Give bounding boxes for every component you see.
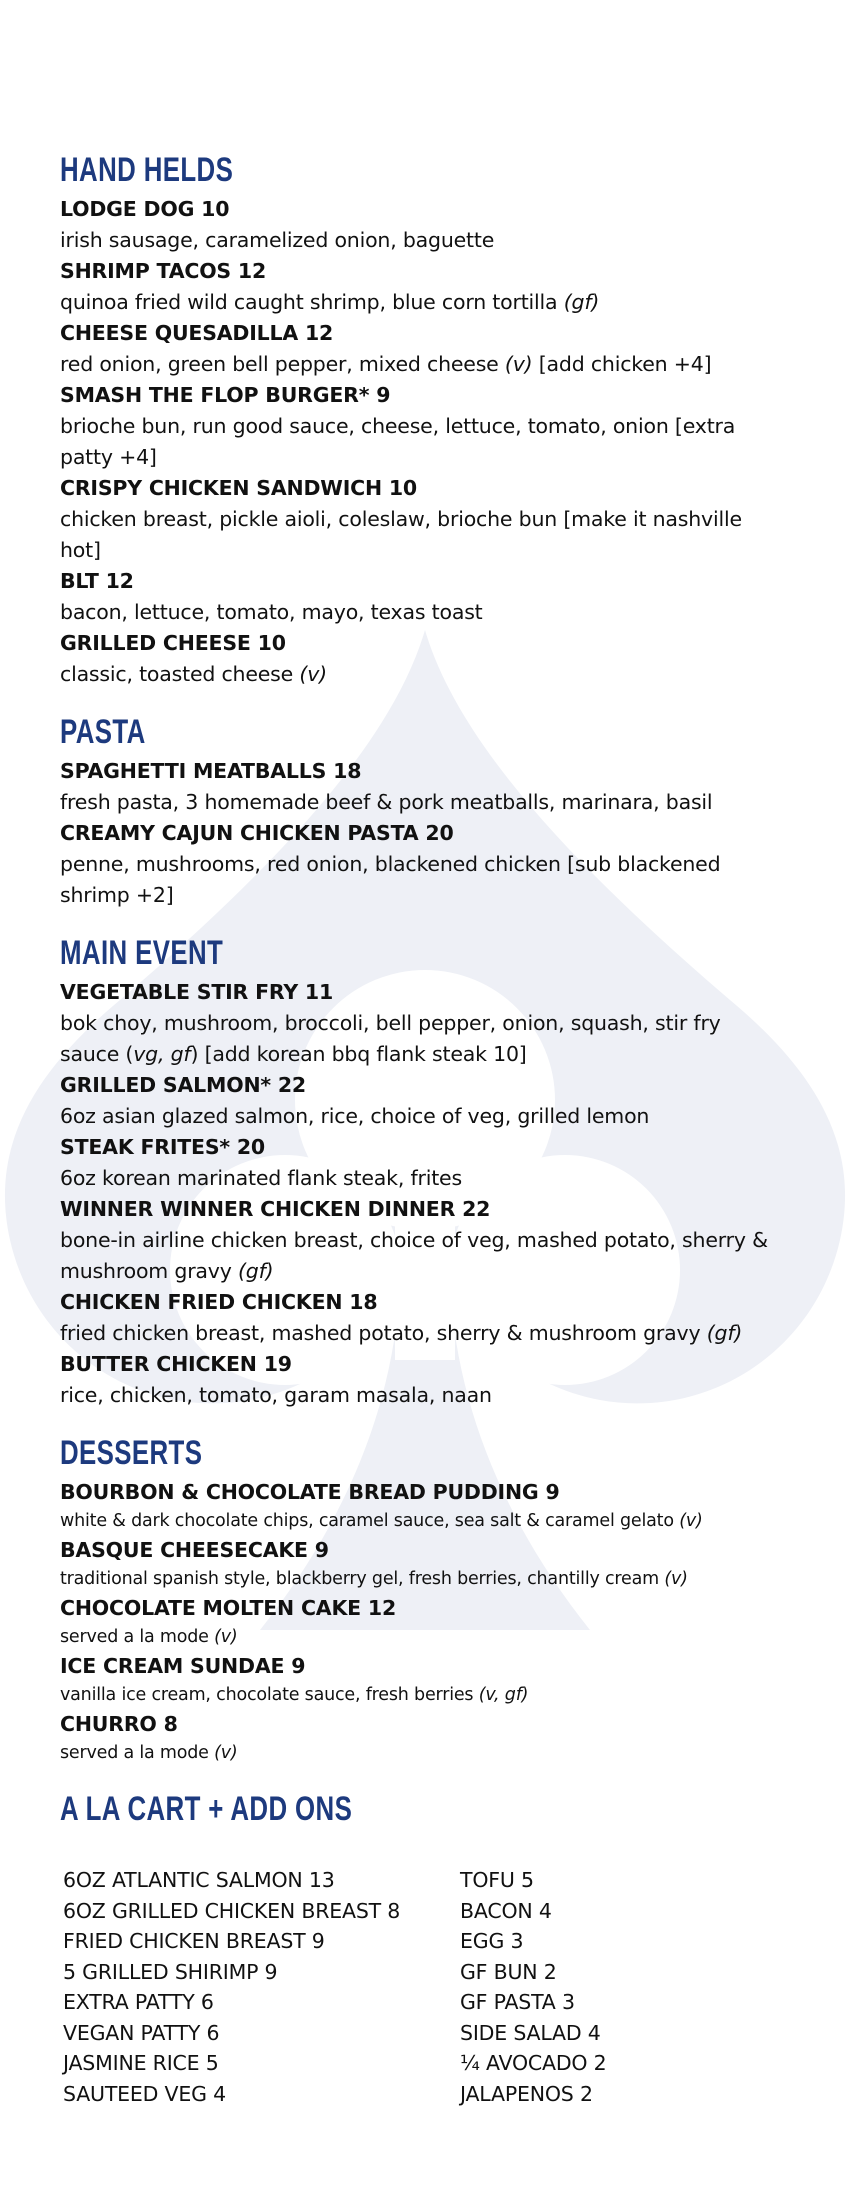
menu-item xyxy=(60,977,780,1070)
section-title: A LA CART + ADD ONS xyxy=(60,1790,353,1828)
section-hand-helds xyxy=(60,150,780,690)
item-description xyxy=(60,1101,780,1132)
diet-note: (gf) xyxy=(237,1259,274,1283)
menu-item xyxy=(60,1132,780,1194)
desc-text: fresh pasta, 3 homemade beef & pork meatballs, marinara, basil xyxy=(60,790,713,814)
item-name: GRILLED CHEESE 10 xyxy=(60,631,286,655)
addon-item: VEGAN PATTY 6 xyxy=(63,2020,220,2045)
section-title: HAND HELDS xyxy=(60,151,234,189)
item-name: GRILLED SALMON* 22 xyxy=(60,1073,306,1097)
section-title: PASTA xyxy=(60,713,146,751)
addon-item: JASMINE RICE 5 xyxy=(63,2051,219,2075)
addon-item: SIDE SALAD 4 xyxy=(460,2020,601,2045)
menu-item xyxy=(60,1349,780,1411)
item-description xyxy=(60,411,780,473)
section-title: MAIN EVENT xyxy=(60,934,224,972)
menu-content xyxy=(60,150,780,2131)
item-name: BLT 12 xyxy=(60,569,134,593)
menu-item xyxy=(60,566,780,628)
item-description xyxy=(60,597,780,628)
addon-item: SAUTEED VEG 4 xyxy=(63,2081,226,2106)
addon-item: FRIED CHICKEN BREAST 9 xyxy=(63,1929,325,1953)
menu-item xyxy=(60,318,780,380)
item-description xyxy=(60,1682,780,1709)
section-pasta xyxy=(60,712,780,911)
diet-note: (v) xyxy=(214,1627,238,1647)
desc-text: red onion, green bell pepper, mixed cheese xyxy=(60,352,505,376)
item-name: CHEESE QUESADILLA 12 xyxy=(60,321,334,345)
item-name: SHRIMP TACOS 12 xyxy=(60,259,267,283)
diet-note: (v) xyxy=(664,1569,688,1589)
desc-text: brioche bun, run good sauce, cheese, lettuce, tomato, onion [extra patty +4] xyxy=(60,414,736,469)
addon-item: ¼ AVOCADO 2 xyxy=(460,2051,607,2075)
addons-column-right xyxy=(460,1865,760,2109)
menu-item xyxy=(60,818,780,911)
section-a-la-cart xyxy=(60,1789,780,2109)
diet-note: (v) xyxy=(214,1743,238,1763)
section-title: DESSERTS xyxy=(60,1434,203,1472)
item-name: LODGE DOG 10 xyxy=(60,197,230,221)
desc-text: bacon, lettuce, tomato, mayo, texas toast xyxy=(60,600,483,624)
desc-text: irish sausage, caramelized onion, baguette xyxy=(60,228,495,252)
item-description xyxy=(60,1008,780,1070)
addon-item: 6OZ ATLANTIC SALMON 13 xyxy=(63,1868,335,1892)
item-name: STEAK FRITES* 20 xyxy=(60,1135,265,1159)
diet-note: (v) xyxy=(299,662,327,686)
menu-item xyxy=(60,256,780,318)
item-description xyxy=(60,1380,780,1411)
addon-item: GF BUN 2 xyxy=(460,1959,557,1984)
desc-text: chicken breast, pickle aioli, coleslaw, brioche bun [make it nashville hot] xyxy=(60,507,742,562)
menu-item xyxy=(60,1194,780,1287)
item-description xyxy=(60,1163,780,1194)
section-desserts xyxy=(60,1433,780,1767)
diet-note: (v, gf) xyxy=(478,1685,529,1705)
item-name: CHOCOLATE MOLTEN CAKE 12 xyxy=(60,1596,397,1620)
desc-text: bone-in airline chicken breast, choice of veg, mashed potato, sherry & mushroom gravy xyxy=(60,1228,768,1283)
diet-note: (gf) xyxy=(563,290,600,314)
addon-item: 5 GRILLED SHIRIMP 9 xyxy=(63,1959,278,1984)
menu-item xyxy=(60,380,780,473)
diet-note: (gf) xyxy=(706,1321,743,1345)
item-name: BOURBON & CHOCOLATE BREAD PUDDING 9 xyxy=(60,1480,560,1504)
addon-item: TOFU 5 xyxy=(460,1868,534,1892)
desc-text: vanilla ice cream, chocolate sauce, fresh berries xyxy=(60,1685,479,1705)
menu-item xyxy=(60,1477,780,1535)
menu-item xyxy=(60,194,780,256)
menu-item xyxy=(60,473,780,566)
item-name: SPAGHETTI MEATBALLS 18 xyxy=(60,759,362,783)
section-main-event xyxy=(60,933,780,1411)
menu-item xyxy=(60,1593,780,1651)
desc-text: classic, toasted cheese xyxy=(60,662,300,686)
item-name: BUTTER CHICKEN 19 xyxy=(60,1352,292,1376)
item-description xyxy=(60,349,780,380)
menu-item xyxy=(60,1070,780,1132)
diet-note: (v) xyxy=(679,1511,703,1531)
item-name: VEGETABLE STIR FRY 11 xyxy=(60,980,334,1004)
item-description xyxy=(60,287,780,318)
item-name: ICE CREAM SUNDAE 9 xyxy=(60,1654,306,1678)
item-description xyxy=(60,659,780,690)
item-description xyxy=(60,1624,780,1651)
desc-text: fried chicken breast, mashed potato, sherry & mushroom gravy xyxy=(60,1321,707,1345)
addon-item: BACON 4 xyxy=(460,1898,552,1923)
addon-item: 6OZ GRILLED CHICKEN BREAST 8 xyxy=(63,1898,401,1923)
item-description xyxy=(60,787,780,818)
menu-item xyxy=(60,756,780,818)
desc-text: traditional spanish style, blackberry gel, fresh berries, chantilly cream xyxy=(60,1569,665,1589)
item-name: WINNER WINNER CHICKEN DINNER 22 xyxy=(60,1197,491,1221)
diet-note: (v) xyxy=(504,352,533,376)
menu-item xyxy=(60,1287,780,1349)
desc-text: 6oz asian glazed salmon, rice, choice of veg, grilled lemon xyxy=(60,1104,650,1128)
item-description xyxy=(60,504,780,566)
addons-list xyxy=(60,1865,780,2109)
desc-text: served a la mode xyxy=(60,1627,215,1647)
desc-text: quinoa fried wild caught shrimp, blue corn tortilla xyxy=(60,290,564,314)
item-description xyxy=(60,1318,780,1349)
item-description xyxy=(60,849,780,911)
desc-extra: ) [add korean bbq flank steak 10] xyxy=(190,1042,527,1066)
addon-item: GF PASTA 3 xyxy=(460,1990,575,2014)
addons-column-left xyxy=(60,1865,460,2109)
desc-text: penne, mushrooms, red onion, blackened chicken [sub blackened shrimp +2] xyxy=(60,852,721,907)
item-name: CHICKEN FRIED CHICKEN 18 xyxy=(60,1290,378,1314)
desc-text: bok choy, mushroom, broccoli, bell pepper, onion, squash, stir fry sauce ( xyxy=(60,1011,721,1066)
desc-text: rice, chicken, tomato, garam masala, naan xyxy=(60,1383,492,1407)
menu-item xyxy=(60,1535,780,1593)
desc-text: 6oz korean marinated flank steak, frites xyxy=(60,1166,462,1190)
item-description xyxy=(60,225,780,256)
item-name: CHURRO 8 xyxy=(60,1712,178,1736)
addon-item: EXTRA PATTY 6 xyxy=(63,1990,214,2014)
item-name: CRISPY CHICKEN SANDWICH 10 xyxy=(60,476,417,500)
item-name: CREAMY CAJUN CHICKEN PASTA 20 xyxy=(60,821,454,845)
addon-item: EGG 3 xyxy=(460,1929,524,1953)
addon-item: JALAPENOS 2 xyxy=(460,2081,593,2106)
menu-item xyxy=(60,1651,780,1709)
desc-text: white & dark chocolate chips, caramel sauce, sea salt & caramel gelato xyxy=(60,1511,680,1531)
item-description xyxy=(60,1225,780,1287)
item-description xyxy=(60,1508,780,1535)
item-name: BASQUE CHEESECAKE 9 xyxy=(60,1538,329,1562)
desc-text: served a la mode xyxy=(60,1743,215,1763)
menu-item xyxy=(60,628,780,690)
item-description xyxy=(60,1566,780,1593)
item-description xyxy=(60,1740,780,1767)
menu-item xyxy=(60,1709,780,1767)
desc-extra: [add chicken +4] xyxy=(532,352,712,376)
diet-note: vg, gf xyxy=(133,1042,191,1066)
item-name: SMASH THE FLOP BURGER* 9 xyxy=(60,383,391,407)
